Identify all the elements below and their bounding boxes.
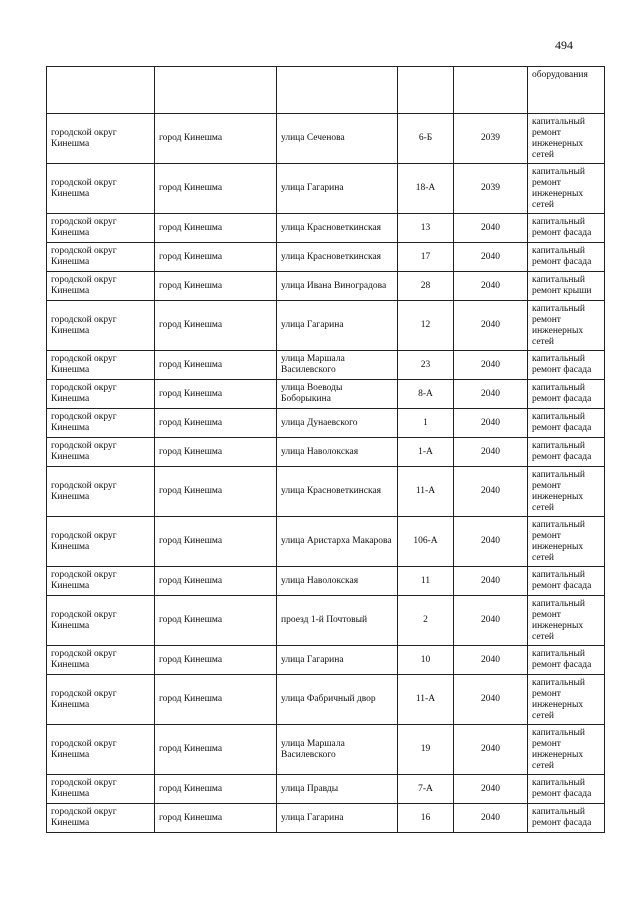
table-row <box>47 67 605 114</box>
cell-municipality: городской округ Кинешма <box>47 517 155 567</box>
cell-municipality: городской округ Кинешма <box>47 804 155 833</box>
cell-municipality: городской округ Кинешма <box>47 243 155 272</box>
cell-house <box>398 67 454 114</box>
cell-locality: город Кинешма <box>155 675 277 725</box>
cell-street: улица Красноветкинская <box>277 214 398 243</box>
cell-house: 16 <box>398 804 454 833</box>
cell-locality: город Кинешма <box>155 646 277 675</box>
cell-locality: город Кинешма <box>155 596 277 646</box>
cell-locality: город Кинешма <box>155 380 277 409</box>
cell-house: 8-А <box>398 380 454 409</box>
cell-street: улица Маршала Василевского <box>277 725 398 775</box>
cell-municipality: городской округ Кинешма <box>47 596 155 646</box>
cell-house: 11 <box>398 567 454 596</box>
cell-street: улица Ивана Виноградова <box>277 272 398 301</box>
table-row <box>47 675 605 725</box>
cell-locality: город Кинешма <box>155 517 277 567</box>
cell-work-type: капитальный ремонт фасада <box>528 775 605 804</box>
cell-municipality: городской округ Кинешма <box>47 164 155 214</box>
cell-work-type: капитальный ремонт инженерных сетей <box>528 517 605 567</box>
cell-locality: город Кинешма <box>155 301 277 351</box>
cell-municipality: городской округ Кинешма <box>47 214 155 243</box>
table-row <box>47 804 605 833</box>
cell-house: 2 <box>398 596 454 646</box>
cell-year: 2040 <box>454 775 528 804</box>
cell-municipality: городской округ Кинешма <box>47 301 155 351</box>
cell-year <box>454 67 528 114</box>
cell-work-type: капитальный ремонт инженерных сетей <box>528 725 605 775</box>
table-row <box>47 467 605 517</box>
cell-municipality <box>47 67 155 114</box>
table-row <box>47 301 605 351</box>
cell-locality: город Кинешма <box>155 567 277 596</box>
cell-locality: город Кинешма <box>155 272 277 301</box>
cell-work-type: капитальный ремонт инженерных сетей <box>528 675 605 725</box>
cell-year: 2040 <box>454 301 528 351</box>
cell-year: 2040 <box>454 214 528 243</box>
cell-street: улица Наволокская <box>277 567 398 596</box>
cell-year: 2040 <box>454 438 528 467</box>
cell-street <box>277 67 398 114</box>
cell-street: улица Фабричный двор <box>277 675 398 725</box>
cell-year: 2039 <box>454 114 528 164</box>
cell-work-type: капитальный ремонт фасада <box>528 646 605 675</box>
table-row <box>47 725 605 775</box>
cell-municipality: городской округ Кинешма <box>47 438 155 467</box>
cell-house: 6-Б <box>398 114 454 164</box>
cell-street: улица Красноветкинская <box>277 467 398 517</box>
cell-street: улица Наволокская <box>277 438 398 467</box>
cell-locality: город Кинешма <box>155 438 277 467</box>
table-row <box>47 517 605 567</box>
cell-locality <box>155 67 277 114</box>
cell-year: 2040 <box>454 596 528 646</box>
cell-year: 2040 <box>454 380 528 409</box>
cell-locality: город Кинешма <box>155 351 277 380</box>
cell-work-type: капитальный ремонт инженерных сетей <box>528 301 605 351</box>
cell-locality: город Кинешма <box>155 409 277 438</box>
cell-street: улица Гагарина <box>277 646 398 675</box>
cell-work-type: капитальный ремонт инженерных сетей <box>528 596 605 646</box>
cell-year: 2040 <box>454 409 528 438</box>
cell-work-type: оборудования <box>528 67 605 114</box>
page-number: 494 <box>555 38 573 52</box>
cell-work-type: капитальный ремонт фасада <box>528 380 605 409</box>
cell-work-type: капитальный ремонт фасада <box>528 243 605 272</box>
cell-house: 1 <box>398 409 454 438</box>
cell-year: 2040 <box>454 517 528 567</box>
cell-work-type: капитальный ремонт крыши <box>528 272 605 301</box>
cell-work-type: капитальный ремонт фасада <box>528 567 605 596</box>
cell-locality: город Кинешма <box>155 775 277 804</box>
table-row <box>47 214 605 243</box>
cell-work-type: капитальный ремонт фасада <box>528 409 605 438</box>
cell-locality: город Кинешма <box>155 804 277 833</box>
cell-street: улица Сеченова <box>277 114 398 164</box>
cell-house: 1-А <box>398 438 454 467</box>
cell-house: 18-А <box>398 164 454 214</box>
cell-municipality: городской округ Кинешма <box>47 775 155 804</box>
cell-year: 2040 <box>454 351 528 380</box>
cell-year: 2040 <box>454 243 528 272</box>
cell-street: улица Гагарина <box>277 804 398 833</box>
cell-street: улица Дунаевского <box>277 409 398 438</box>
cell-street: улица Красноветкинская <box>277 243 398 272</box>
table-row <box>47 272 605 301</box>
cell-year: 2040 <box>454 646 528 675</box>
cell-house: 13 <box>398 214 454 243</box>
cell-work-type: капитальный ремонт инженерных сетей <box>528 114 605 164</box>
cell-municipality: городской округ Кинешма <box>47 646 155 675</box>
cell-work-type: капитальный ремонт инженерных сетей <box>528 467 605 517</box>
cell-municipality: городской округ Кинешма <box>47 380 155 409</box>
cell-house: 11-А <box>398 467 454 517</box>
table-row <box>47 567 605 596</box>
cell-street: улица Гагарина <box>277 301 398 351</box>
cell-work-type: капитальный ремонт фасада <box>528 804 605 833</box>
cell-year: 2040 <box>454 725 528 775</box>
cell-house: 12 <box>398 301 454 351</box>
cell-street: улица Воеводы Боборыкина <box>277 380 398 409</box>
cell-locality: город Кинешма <box>155 243 277 272</box>
cell-year: 2040 <box>454 804 528 833</box>
cell-house: 11-А <box>398 675 454 725</box>
cell-street: улица Аристарха Макарова <box>277 517 398 567</box>
cell-locality: город Кинешма <box>155 214 277 243</box>
cell-street: улица Маршала Василевского <box>277 351 398 380</box>
cell-year: 2040 <box>454 272 528 301</box>
cell-street: улица Гагарина <box>277 164 398 214</box>
cell-municipality: городской округ Кинешма <box>47 467 155 517</box>
table-row <box>47 646 605 675</box>
table-row <box>47 409 605 438</box>
table-row <box>47 351 605 380</box>
cell-work-type: капитальный ремонт фасада <box>528 351 605 380</box>
cell-house: 23 <box>398 351 454 380</box>
cell-house: 17 <box>398 243 454 272</box>
cell-municipality: городской округ Кинешма <box>47 351 155 380</box>
cell-year: 2040 <box>454 675 528 725</box>
cell-work-type: капитальный ремонт фасада <box>528 214 605 243</box>
cell-municipality: городской округ Кинешма <box>47 567 155 596</box>
cell-street: проезд 1-й Почтовый <box>277 596 398 646</box>
cell-house: 19 <box>398 725 454 775</box>
cell-municipality: городской округ Кинешма <box>47 272 155 301</box>
cell-year: 2039 <box>454 164 528 214</box>
cell-house: 7-А <box>398 775 454 804</box>
table-row <box>47 164 605 214</box>
table-row <box>47 438 605 467</box>
cell-municipality: городской округ Кинешма <box>47 725 155 775</box>
table-row <box>47 775 605 804</box>
cell-work-type: капитальный ремонт фасада <box>528 438 605 467</box>
cell-municipality: городской округ Кинешма <box>47 114 155 164</box>
cell-house: 10 <box>398 646 454 675</box>
cell-year: 2040 <box>454 567 528 596</box>
cell-house: 106-А <box>398 517 454 567</box>
table-row <box>47 114 605 164</box>
cell-locality: город Кинешма <box>155 114 277 164</box>
cell-locality: город Кинешма <box>155 467 277 517</box>
table-row <box>47 380 605 409</box>
table-row <box>47 243 605 272</box>
cell-year: 2040 <box>454 467 528 517</box>
cell-locality: город Кинешма <box>155 164 277 214</box>
cell-street: улица Правды <box>277 775 398 804</box>
cell-municipality: городской округ Кинешма <box>47 675 155 725</box>
cell-work-type: капитальный ремонт инженерных сетей <box>528 164 605 214</box>
cell-house: 28 <box>398 272 454 301</box>
housing-repair-table <box>46 66 605 833</box>
table-row <box>47 596 605 646</box>
cell-locality: город Кинешма <box>155 725 277 775</box>
cell-municipality: городской округ Кинешма <box>47 409 155 438</box>
